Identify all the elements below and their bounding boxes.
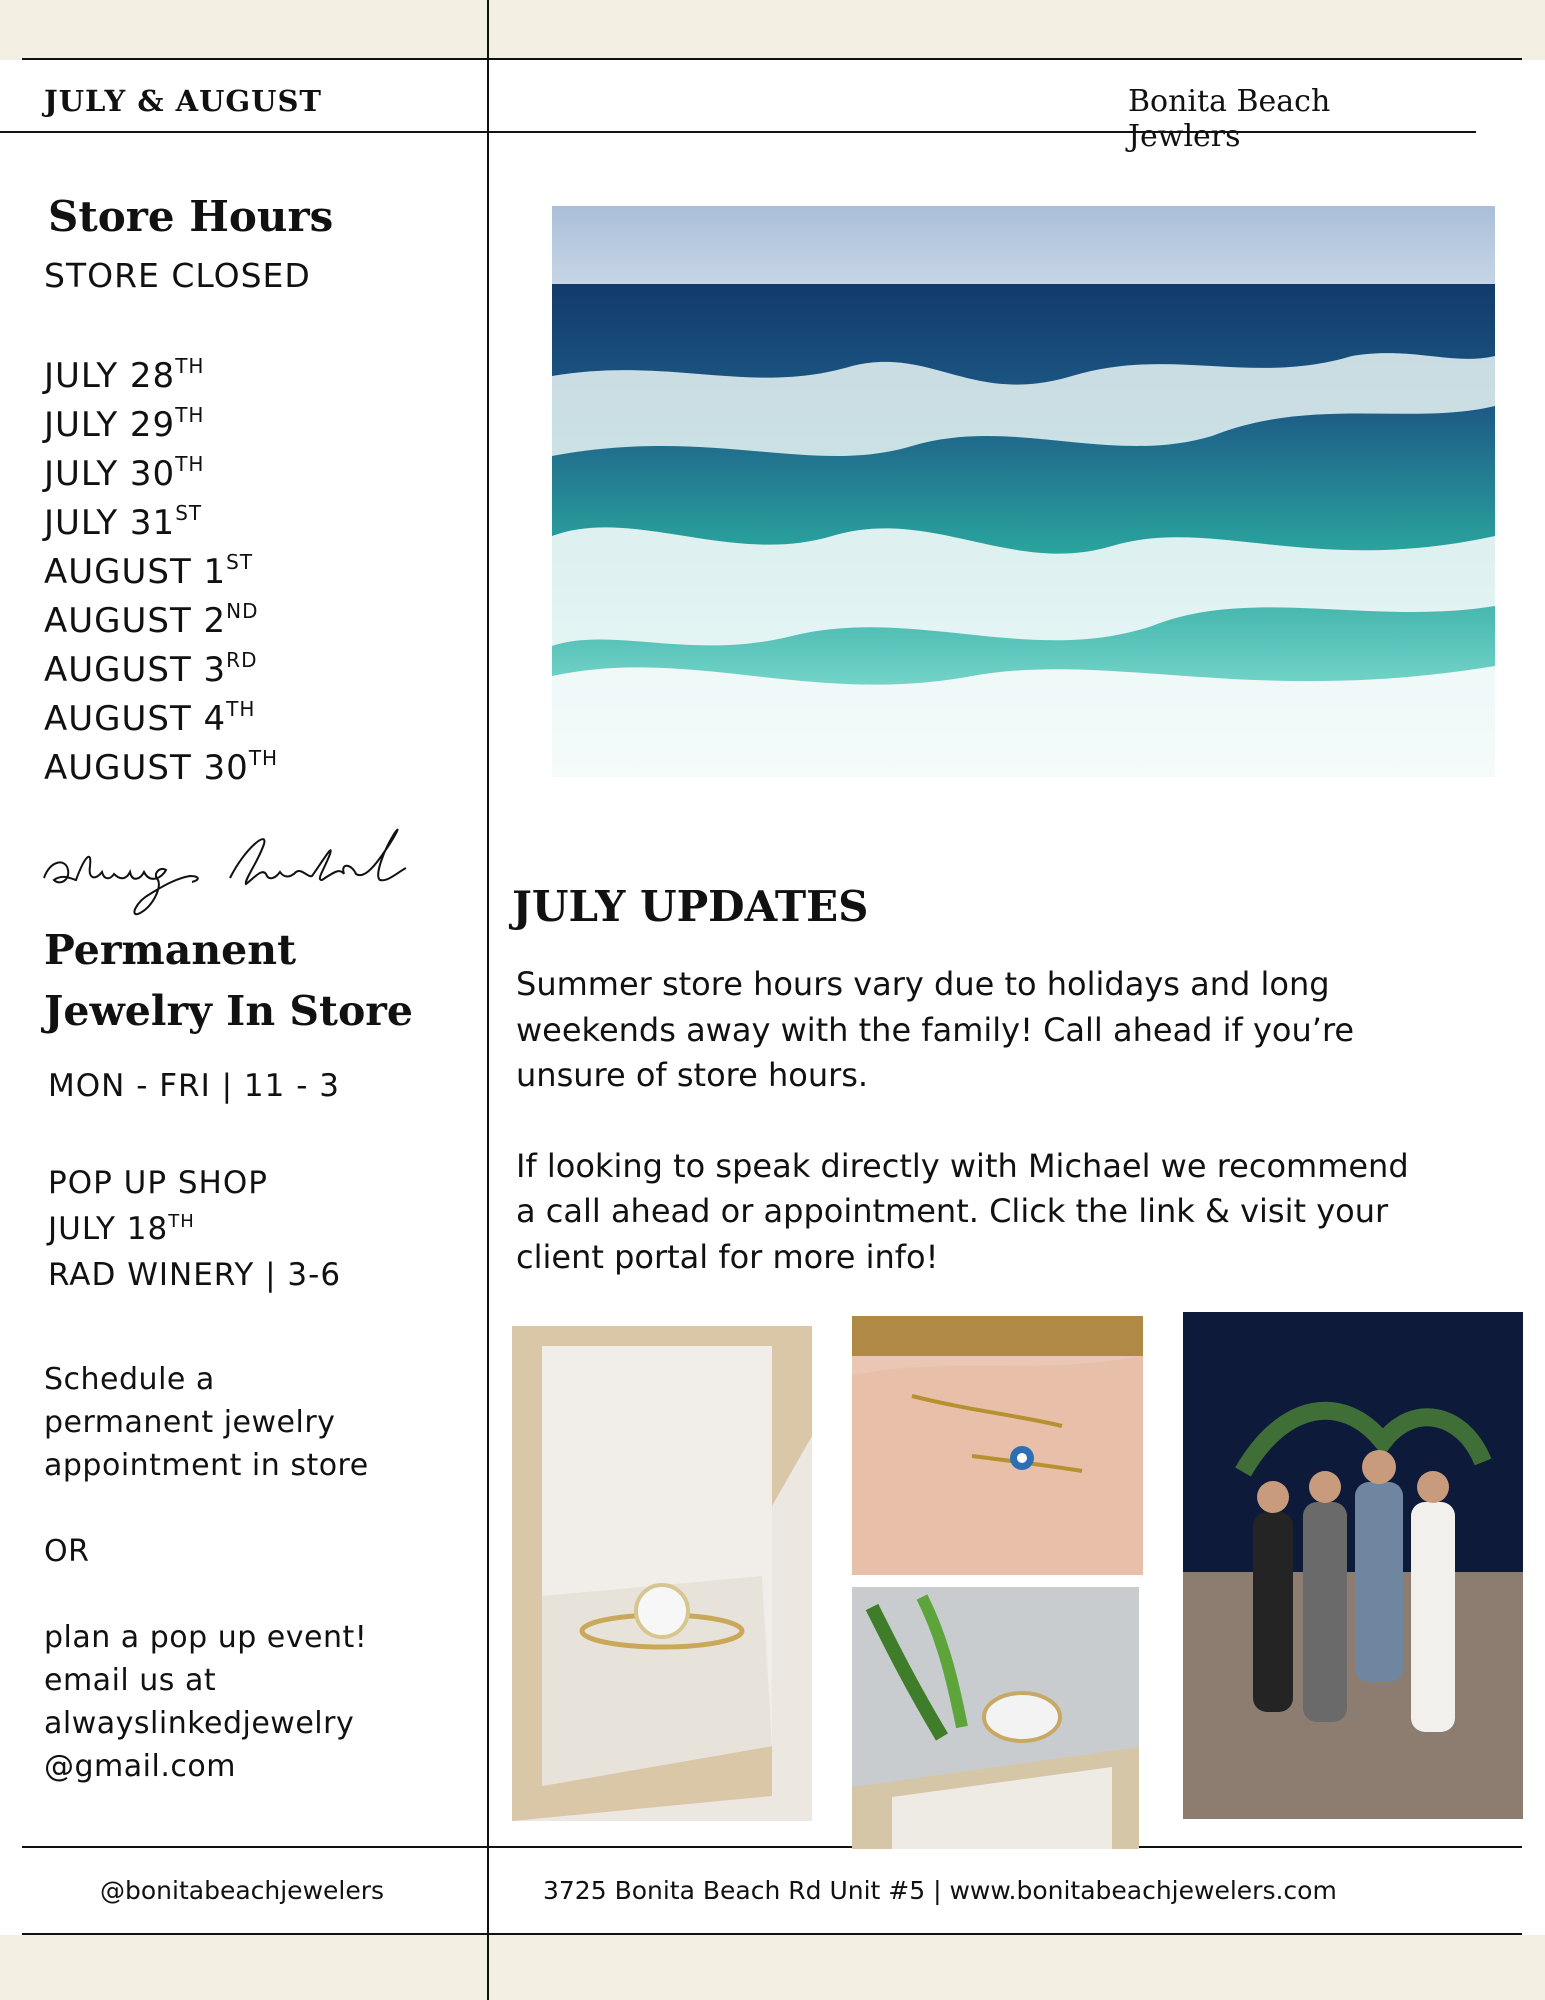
issue-title: JULY & AUGUST: [44, 84, 322, 118]
store-hours-heading: Store Hours: [48, 192, 334, 241]
rule-footer-bottom: [22, 1933, 1522, 1935]
social-handle[interactable]: @bonitabeachjewelers: [100, 1876, 385, 1905]
closed-dates-list: [44, 356, 278, 797]
july-updates-body: Summer store hours vary due to holidays and long weekends away with the family! Call ahead if you’re unsure of store hours. If looking to speak directly with Michael we recommend a call ahead or appointment. Click the link & visit your client portal for more info!: [516, 962, 1506, 1280]
brand-title: Bonita Beach Jewlers: [1128, 84, 1331, 154]
diamond-ring-photo: [852, 1587, 1139, 1849]
closed-date: JULY 29TH: [44, 403, 205, 445]
permanent-jewelry-heading: Permanent Jewelry In Store: [44, 926, 413, 1035]
closed-date: JULY 30TH: [44, 452, 205, 494]
permanent-hours: MON - FRI | 11 - 3: [48, 1068, 340, 1104]
closed-date: JULY 31ST: [44, 501, 203, 543]
july-updates-heading: JULY UPDATES: [512, 882, 869, 931]
closed-date: AUGUST 3RD: [44, 648, 258, 690]
closed-date: JULY 28TH: [44, 354, 205, 396]
client-portal-link[interactable]: a call ahead or appointment. Click the link & visit your: [516, 1192, 1389, 1230]
top-band: [0, 0, 1545, 60]
email-link[interactable]: @gmail.com: [44, 1749, 236, 1784]
store-address[interactable]: 3725 Bonita Beach Rd Unit #5 | www.bonitabeachjewelers.com: [543, 1876, 1337, 1905]
ocean-wave-photo: [552, 206, 1495, 777]
rule-top: [22, 58, 1522, 60]
family-photo: [1183, 1312, 1523, 1819]
rule-footer-top: [22, 1846, 1522, 1848]
email-link[interactable]: alwayslinkedjewelry: [44, 1706, 355, 1741]
closed-date: AUGUST 4TH: [44, 697, 256, 739]
closed-date: AUGUST 30TH: [44, 746, 279, 788]
pop-up-shop: POP UP SHOP JULY 18TH RAD WINERY | 3-6: [48, 1165, 342, 1293]
hand-rings-photo: [852, 1316, 1143, 1575]
column-divider: [487, 0, 489, 2000]
closed-date: AUGUST 1ST: [44, 550, 254, 592]
bottom-band: [0, 1935, 1545, 2000]
closed-date: AUGUST 2ND: [44, 599, 259, 641]
schedule-text: Schedule a permanent jewelry appointment in store OR plan a pop up event! email us at alwayslinkedjewelry @gmail.com: [44, 1358, 369, 1788]
ring-box-photo: [512, 1326, 812, 1821]
always-linked-logo: [40, 818, 410, 922]
store-status: STORE CLOSED: [44, 256, 311, 295]
